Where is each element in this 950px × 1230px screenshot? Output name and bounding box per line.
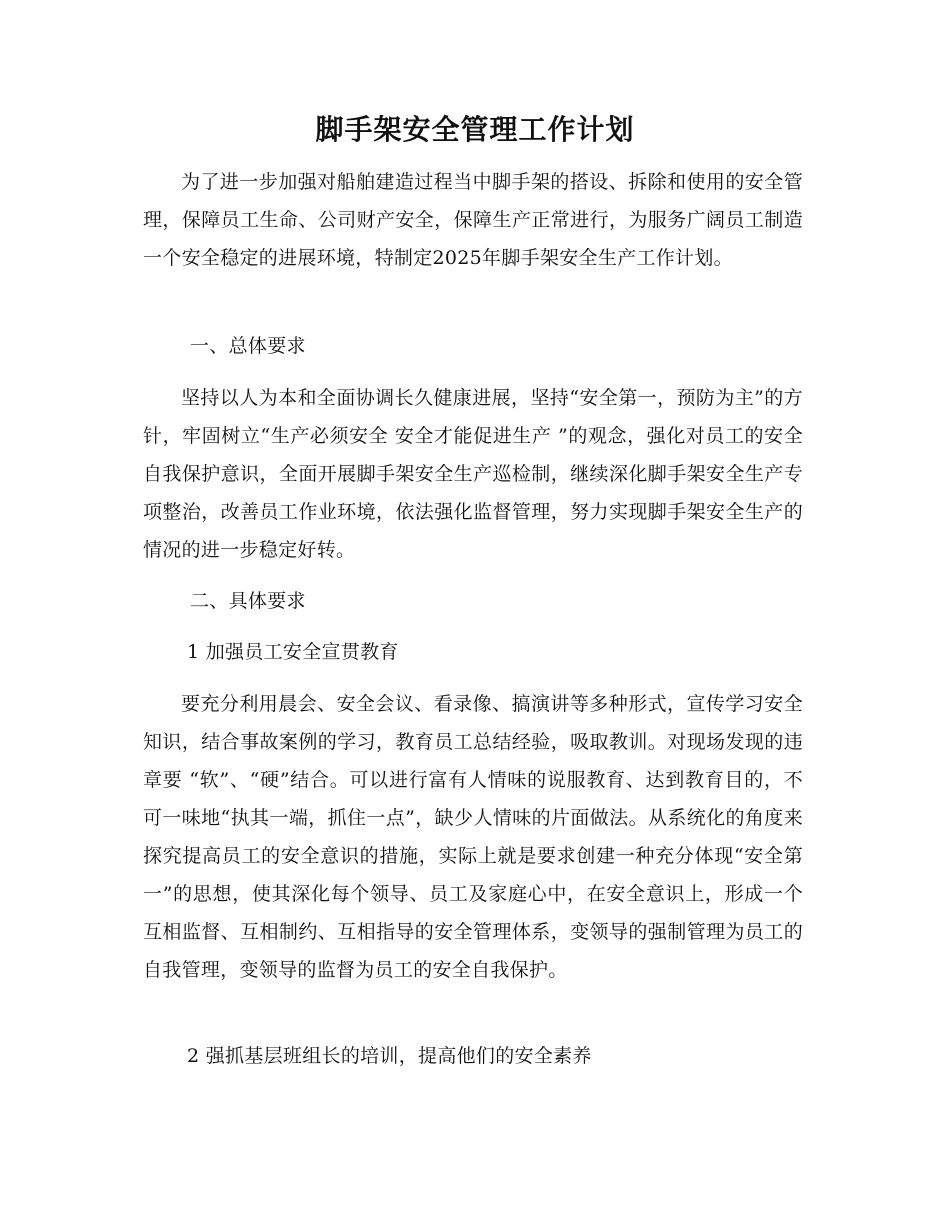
subsection-heading-team-leader-training: 2 强抓基层班组长的培训，提高他们的安全素养: [187, 1045, 592, 1067]
safety-education-paragraph: 要充分利用晨会、安全会议、看录像、搞演讲等多种形式，宣传学习安全知识，结合事故案例的学习，教育员工总结经验，吸取教训。对现场发现的违章要 “软”、“硬”结合。可以进行富有人情味的说服教育、达到教育目的，不可一味地“执其一端，抓住一点”，缺少人情味的片面做法。从系统化的角度来探究提高员工的安全意识的措施，实际上就是要求创建一种充分体现“安全第一”的思想，使其深化每个领导、员工及家庭心中，在安全意识上，形成一个互相监督、互相制约、互相指导的安全管理体系，变领导的强制管理为员工的自我管理，变领导的监督为员工的安全自我保护。: [143, 693, 803, 981]
document-title: 脚手架安全管理工作计划: [315, 113, 635, 146]
intro-paragraph: 为了进一步加强对船舶建造过程当中脚手架的搭设、拆除和使用的安全管理，保障员工生命、公司财产安全，保障生产正常进行，为服务广阔员工制造一个安全稳定的进展环境，特制定2025年脚手架安全生产工作计划。: [143, 171, 803, 269]
section-heading-general-requirements: 一、总体要求: [190, 335, 306, 357]
subsection-heading-safety-education: 1 加强员工安全宣贯教育: [187, 641, 399, 663]
general-requirements-paragraph: 坚持以人为本和全面协调长久健康进展，坚持“安全第一，预防为主”的方针，牢固树立“生产必须安全 安全才能促进生产 ”的观念，强化对员工的安全自我保护意识，全面开展脚手架安全生产巡检制，继续深化脚手架安全生产专项整治，改善员工作业环境，依法强化监督管理，努力实现脚手架安全生产的情况的进一步稳定好转。: [143, 387, 803, 561]
section-heading-specific-requirements: 二、具体要求: [190, 590, 306, 612]
